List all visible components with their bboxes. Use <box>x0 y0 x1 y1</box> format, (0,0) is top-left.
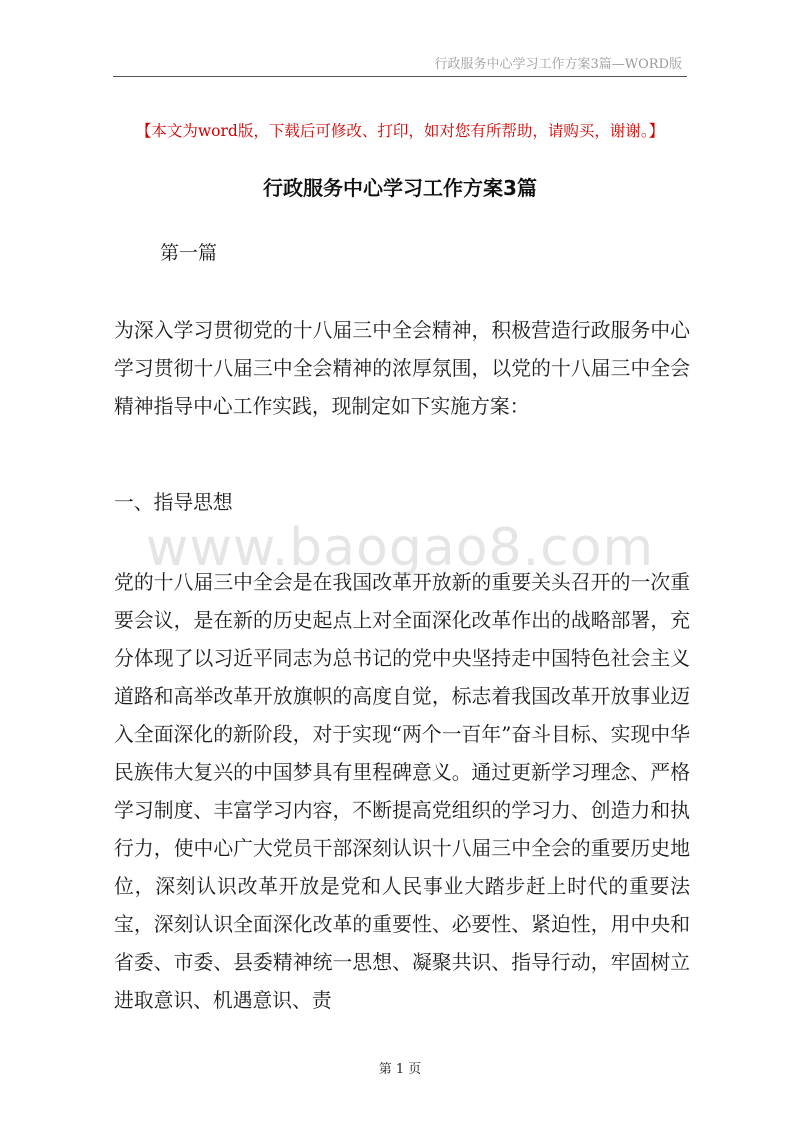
watermark: www.baogao8.com <box>145 518 655 578</box>
purchase-notice: 【本文为word版，下载后可修改、打印，如对您有所帮助，请购买，谢谢。】 <box>135 122 665 140</box>
heading-guiding-ideology: 一、指导思想 <box>114 491 233 514</box>
running-header: 行政服务中心学习工作方案3篇—WORD版 <box>434 57 682 72</box>
section-label: 第一篇 <box>160 242 218 264</box>
page-number: 第 1 页 <box>378 1062 422 1077</box>
document-title: 行政服务中心学习工作方案3篇 <box>263 176 537 200</box>
paragraph-guiding-ideology: 党的十八届三中全会是在我国改革开放新的重要关头召开的一次重要会议，是在新的历史起点上对全面深化改革作出的战略部署，充分体现了以习近平同志为总书记的党中央坚持走中国特色社会主义道路和高举改革开放旗帜的高度自觉，标志着我国改革开放事业迈入全面深化的新阶段，对于实现“两个一百年”奋斗目标、实现中华民族伟大复兴的中国梦具有里程碑意义。通过更新学习理念、严格学习制度、丰富学习内容，不断提高党组织的学习力、创造力和执行力，使中心广大党员干部深刻认识十八届三中全会的重要历史地位，深刻认识改革开放是党和人民事业大踏步赶上时代的重要法宝，深刻认识全面深化改革的重要性、必要性、紧迫性，用中央和省委、市委、县委精神统一思想、凝聚共识、指导行动，牢固树立进取意识、机遇意识、责 <box>114 571 690 1012</box>
paragraph-intro: 为深入学习贯彻党的十八届三中全会精神，积极营造行政服务中心学习贯彻十八届三中全会精神的浓厚氛围，以党的十八届三中全会精神指导中心工作实践，现制定如下实施方案： <box>114 319 690 418</box>
header-divider <box>113 76 687 77</box>
